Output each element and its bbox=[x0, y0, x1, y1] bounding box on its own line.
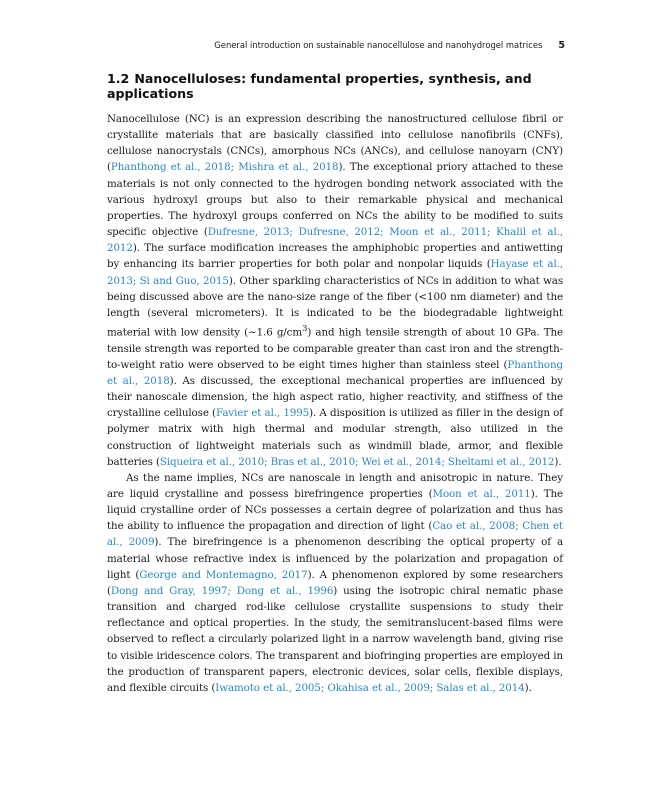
text-run: As the name implies, NCs are nanoscale in length and anisotropic in nature. They are liquid crystalline and possess birefringence properties ( bbox=[107, 471, 563, 501]
section-number: 1.2 bbox=[107, 71, 130, 86]
citation-link[interactable]: Phanthong et al., 2018 bbox=[107, 358, 563, 387]
text-run: ). Other sparkling characteristics of NCs in addition to what was being discussed above are the nano-size range of the fiber (<100 nm diameter) and the length (several micrometers). It is indicated to be the biodegradable lightweight material with low density (~1.6 g/cm bbox=[107, 274, 564, 339]
citation-link[interactable]: Iwamoto et al., 2005; Okahisa et al., 2009; Salas et al., 2014 bbox=[215, 681, 525, 694]
running-header bbox=[107, 40, 565, 51]
text-run: ). The birefringence is a phenomenon describing the optical property of a material whose refractive index is influenced by the polarization and propagation of light ( bbox=[107, 536, 563, 581]
text-run: ). The exceptional priory attached to these materials is not only connected to the hydrogen bonding network associated with the various hydroxyl groups but also to their remarkable physical and mechanical properties. The hydroxyl groups conferred on NCs the ability to be modified to suits specific objective ( bbox=[107, 161, 564, 239]
text-run: ). bbox=[554, 455, 562, 468]
paragraph-2 bbox=[107, 470, 563, 696]
citation-link[interactable]: Favier et al., 1995 bbox=[215, 407, 310, 420]
citation-link[interactable]: Siqueira et al., 2010; Bras et al., 2010; Wei et al., 2014; Sheltami et al., 2012 bbox=[159, 455, 555, 468]
text-run: ) and high tensile strength of about 10 GPa. The tensile strength was reported to be comparable greater than cast iron and the strength-to-weight ratio were observed to be eight times higher than stainless steel ( bbox=[107, 326, 563, 371]
citation-link[interactable]: Phanthong et al., 2018; Mishra et al., 2018 bbox=[110, 161, 339, 174]
text-run: ). A phenomenon explored by some researchers ( bbox=[107, 568, 563, 597]
paragraph-1 bbox=[107, 111, 563, 470]
citation-link[interactable]: Dufresne, 2013; Dufresne, 2012; Moon et al., 2011; Khalil et al., 2012 bbox=[107, 226, 563, 255]
running-title: General introduction on sustainable nanocellulose and nanohydrogel matrices bbox=[214, 40, 543, 50]
text-run: ) using the isotropic chiral nematic phase transition and charged rod-like cellulose crystallite suspensions to study their reflectance and optical properties. In the study, the semitranslucent-based films were observed to reflect a circularly polarized light in a narrow wavelength band, giving rise to visible iridescence colors. The transparent and biofringing properties are employed in the production of transparent papers, electronic devices, solar cells, flexible displays, and flexible circuits ( bbox=[107, 584, 563, 694]
citation-link[interactable]: Dong and Gray, 1997; Dong et al., 1996 bbox=[110, 584, 334, 597]
text-run: ). The liquid crystalline order of NCs possesses a certain degree of polarization and thus has the ability to influence the propagation and direction of light ( bbox=[107, 488, 563, 533]
superscript: 3 bbox=[302, 324, 308, 335]
citation-link[interactable]: Hayase et al., 2013; Si and Guo, 2015 bbox=[107, 258, 563, 287]
text-run: Nanocellulose (NC) is an expression describing the nanostructured cellulose fibril or crystallite materials that are basically classified into cellulose nanofibrils (CNFs), cellulose nanocrystals (CNCs), amorphous NCs (ANCs), and cellulose nanoyarn (CNY) ( bbox=[107, 113, 563, 174]
section-heading bbox=[107, 72, 547, 101]
section-title: Nanocelluloses: fundamental properties, synthesis, and applications bbox=[107, 71, 532, 101]
page-number: 5 bbox=[558, 40, 565, 51]
text-run: ). bbox=[524, 681, 532, 694]
citation-link[interactable]: Moon et al., 2011 bbox=[432, 488, 531, 501]
text-run: ). As discussed, the exceptional mechanical properties are influenced by their nanoscale dimension, the high aspect ratio, higher reactivity, and stiffness of the crystalline cellulose ( bbox=[107, 374, 563, 420]
text-run: ). A disposition is utilized as filler in the design of polymer matrix with high thermal and modular strength, also utilized in the construction of lightweight materials such as windmill blade, armor, and flexible batteries ( bbox=[107, 407, 563, 468]
body-text bbox=[107, 111, 563, 696]
text-run: ). The surface modification increases the amphiphobic properties and antiwetting by enhancing its barrier properties for both polar and nonpolar liquids ( bbox=[107, 242, 563, 271]
citation-link[interactable]: George and Montemagno, 2017 bbox=[139, 568, 308, 581]
citation-link[interactable]: Cao et al., 2008; Chen et al., 2009 bbox=[107, 520, 563, 549]
